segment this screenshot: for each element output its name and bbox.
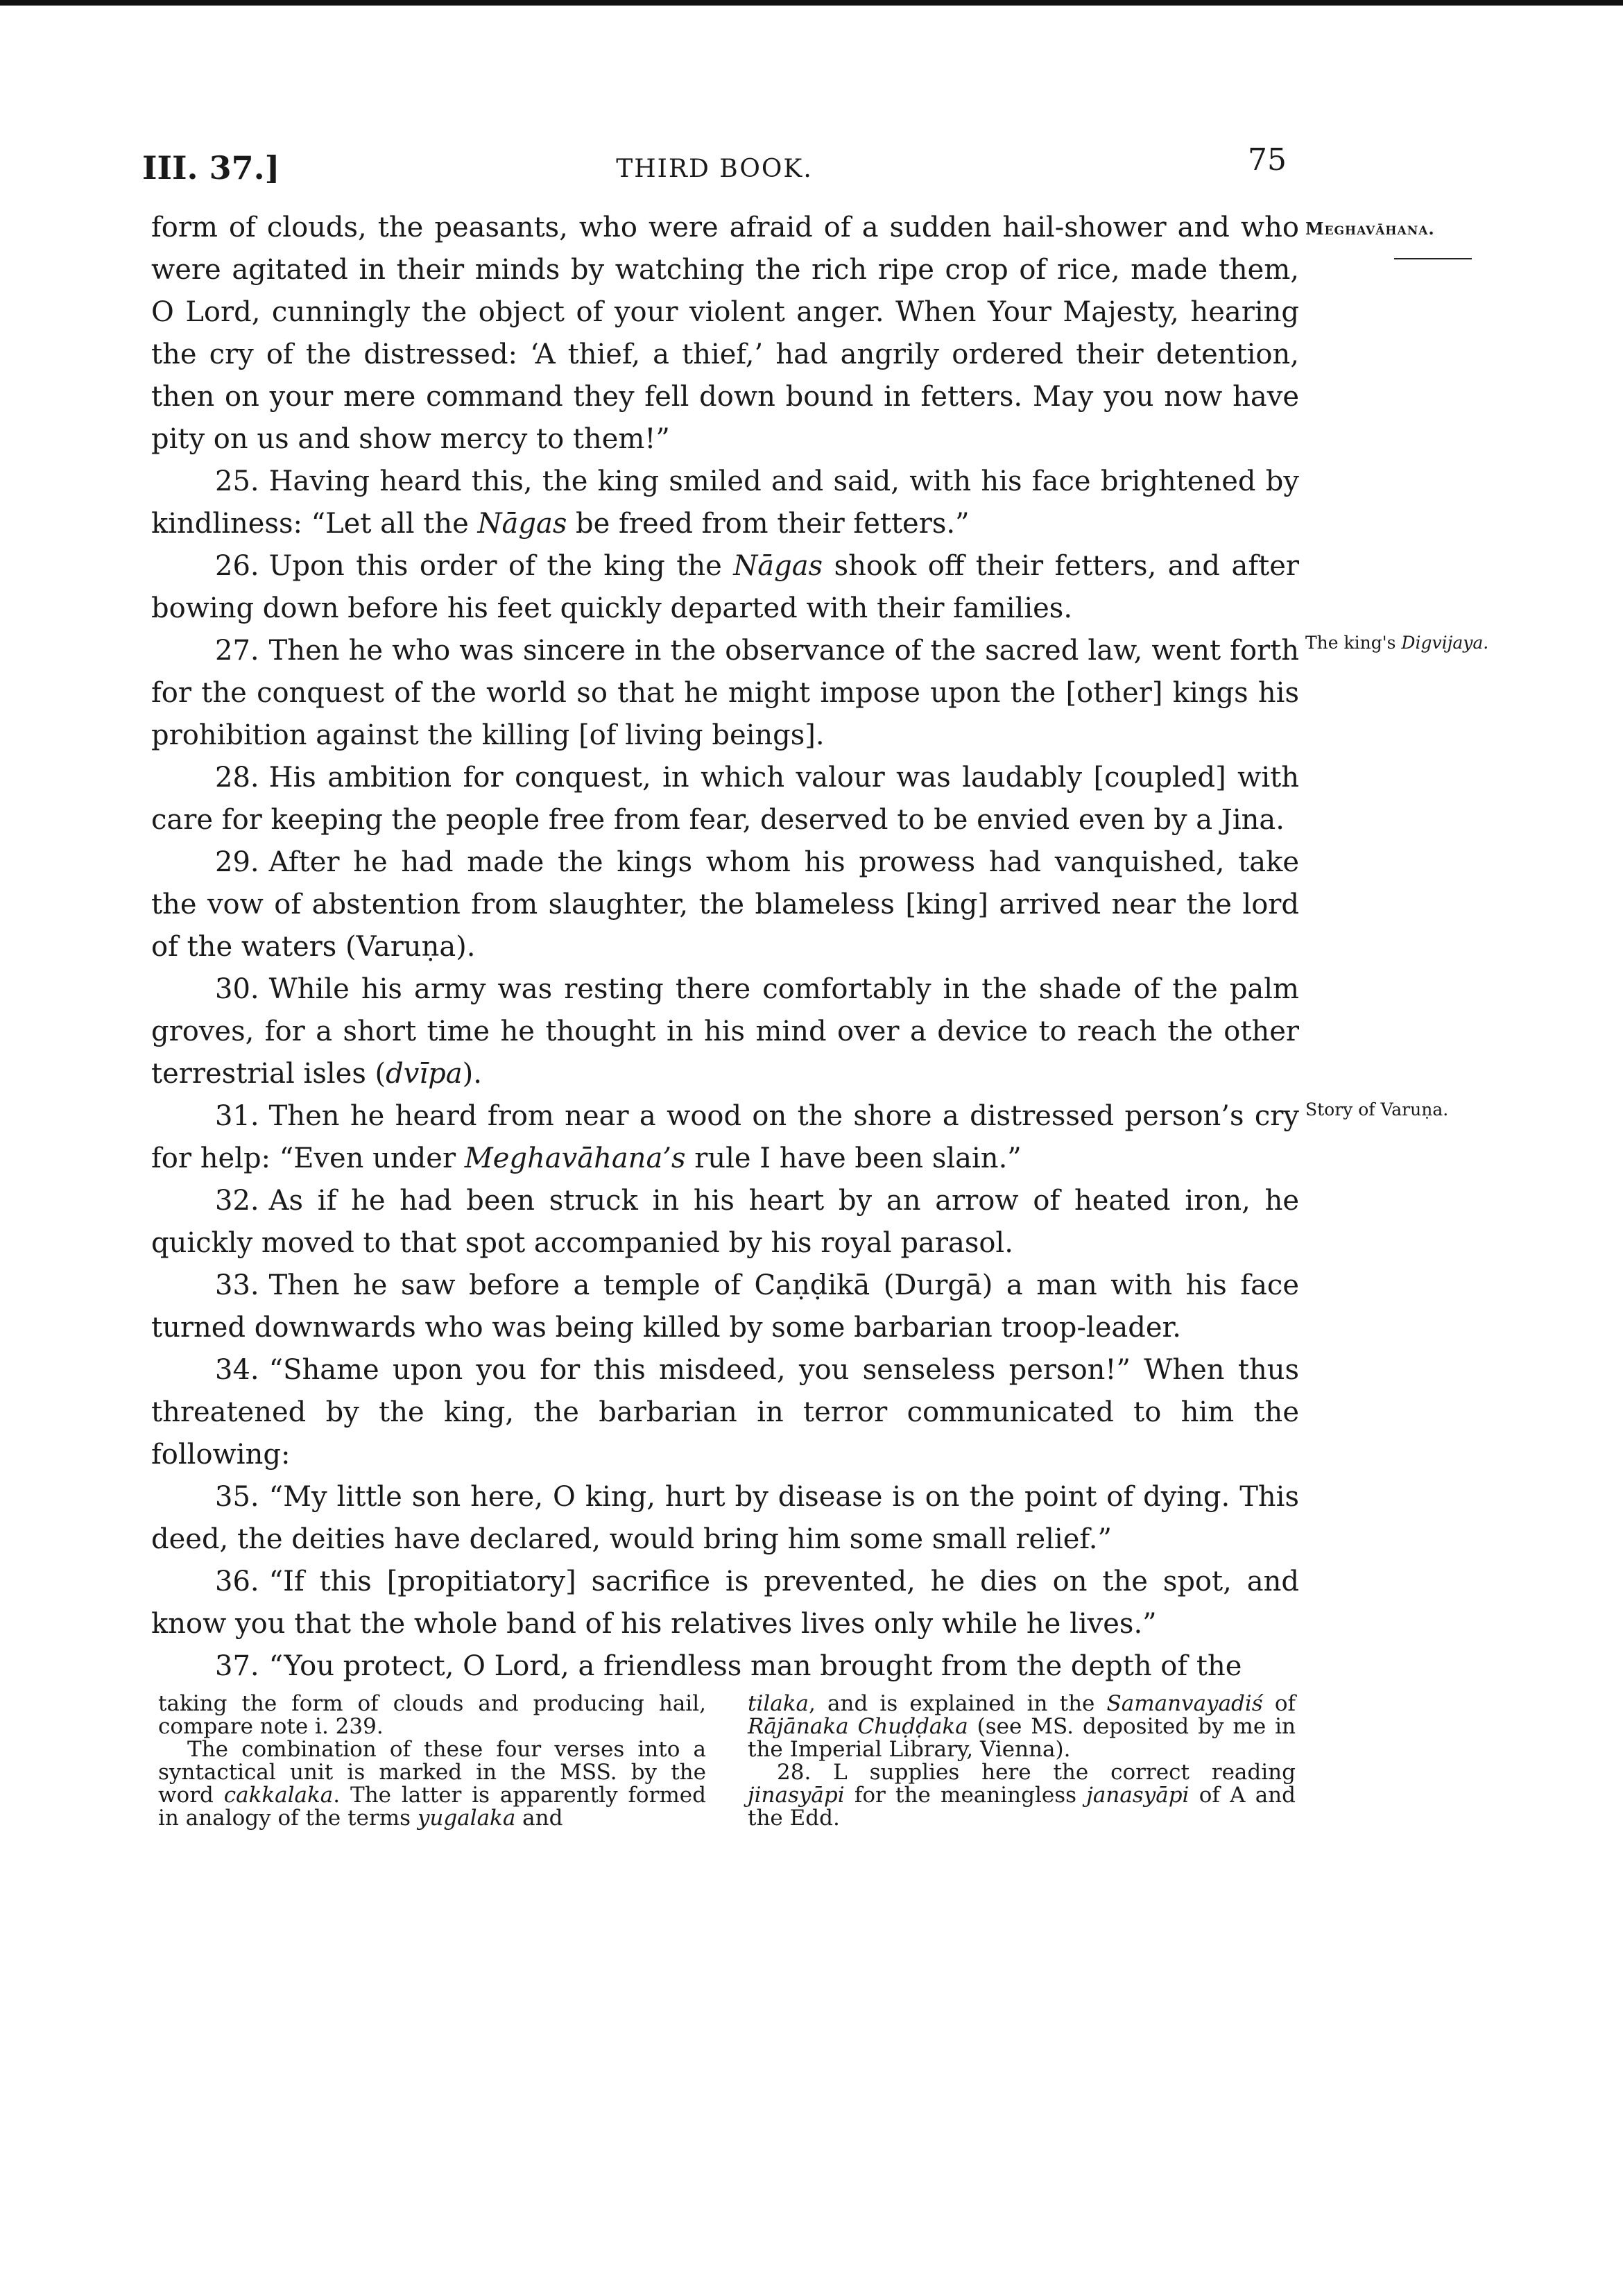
verse-33: 33. Then he saw before a temple of Caṇḍikā (Durgā) a man with his face turned downwards who was being killed by some barbarian troop-leader.	[151, 1265, 1299, 1349]
verse-number: 28.	[215, 762, 259, 794]
verse-26: 26. Upon this order of the king the Nāgas shook off their fetters, and after bowing down before his feet quickly departed with their families.	[151, 545, 1299, 630]
footnote-paragraph: 28. L supplies here the correct reading jinasyāpi for the meaningless janasyāpi of A and the Edd.	[748, 1760, 1296, 1831]
margin-note-digvijaya: The king's Digvijaya.	[1305, 633, 1489, 653]
section-reference: III. 37.]	[142, 149, 280, 187]
verse-29: 29. After he had made the kings whom his prowess had vanquished, take the vow of abstention from slaughter, the blameless [king] arrived near the lord of the waters (Varuṇa).	[151, 841, 1299, 968]
verse-30: 30. While his army was resting there comfortably in the shade of the palm groves, for a short time he thought in his mind over a device to reach the other terrestrial isles (dvīpa).	[151, 968, 1299, 1095]
verse-number: 25.	[215, 465, 259, 497]
footnote-paragraph: taking the form of clouds and producing hail, compare note i. 239.	[158, 1691, 706, 1739]
margin-note-meghavahana: Meghavāhana.	[1305, 219, 1435, 239]
page-number: 75	[1248, 142, 1287, 178]
verse-35: 35. “My little son here, O king, hurt by disease is on the point of dying. This deed, the deities have declared, would bring him some small relief.”	[151, 1476, 1299, 1561]
page-header	[142, 142, 1287, 198]
verse-number: 29.	[215, 846, 259, 878]
verse-31: 31. Then he heard from near a wood on the shore a distressed person’s cry for help: “Even under Meghavāhana’s rule I have been slain.”	[151, 1095, 1299, 1180]
verse-number: 31.	[215, 1100, 259, 1132]
footnote-paragraph: The combination of these four verses into a syntactical unit is marked in the MSS. by the word cakkalaka. The latter is apparently formed in analogy of the terms yugalaka and	[158, 1737, 706, 1831]
main-text	[151, 207, 1299, 1688]
verse-number: 32.	[215, 1185, 259, 1217]
margin-note-varuna: Story of Varuṇa.	[1305, 1099, 1449, 1120]
verse-number: 30.	[215, 973, 259, 1005]
page-top-border	[0, 0, 1623, 6]
verse-34: 34. “Shame upon you for this misdeed, you senseless person!” When thus threatened by the king, the barbarian in terror communicated to him the following:	[151, 1349, 1299, 1476]
verse-25: 25. Having heard this, the king smiled and said, with his face brightened by kindliness: “Let all the Nāgas be freed from their fetters.”	[151, 461, 1299, 545]
verse-number: 27.	[215, 635, 259, 667]
verse-27: 27. Then he who was sincere in the observance of the sacred law, went forth for the conquest of the world so that he might impose upon the [other] kings his prohibition against the killing [of living beings].	[151, 630, 1299, 757]
intro-paragraph: form of clouds, the peasants, who were afraid of a sudden hail-shower and who were agitated in their minds by watching the rich ripe crop of rice, made them, O Lord, cunningly the object of your violent anger. When Your Majesty, hearing the cry of the distressed: ‘A thief, a thief,’ had angrily ordered their detention, then on your mere command they fell down bound in fetters. May you now have pity on us and show mercy to them!”	[151, 212, 1299, 455]
verse-28: 28. His ambition for conquest, in which valour was laudably [coupled] with care for keeping the people free from fear, deserved to be envied even by a Jina.	[151, 757, 1299, 841]
verse-number: 37.	[215, 1650, 259, 1682]
verse-32: 32. As if he had been struck in his heart by an arrow of heated iron, he quickly moved to that spot accompanied by his royal parasol.	[151, 1180, 1299, 1265]
margin-note-rule	[1394, 258, 1472, 259]
footnote-column-right	[748, 1693, 1296, 1830]
verse-number: 33.	[215, 1269, 259, 1301]
footnote-column-left	[158, 1693, 706, 1830]
running-title: THIRD BOOK.	[616, 155, 813, 183]
verse-number: 35.	[215, 1481, 259, 1513]
footnote-paragraph: tilaka, and is explained in the Samanvayadiś of Rājānaka Chuḍḍaka (see MS. deposited by me in the Imperial Library, Vienna).	[748, 1691, 1296, 1762]
verse-number: 36.	[215, 1566, 259, 1597]
verse-number: 34.	[215, 1354, 259, 1386]
verse-37: 37. “You protect, O Lord, a friendless man brought from the depth of the	[151, 1645, 1299, 1688]
verse-36: 36. “If this [propitiatory] sacrifice is prevented, he dies on the spot, and know you that the whole band of his relatives lives only while he lives.”	[151, 1561, 1299, 1645]
verse-number: 26.	[215, 550, 259, 582]
